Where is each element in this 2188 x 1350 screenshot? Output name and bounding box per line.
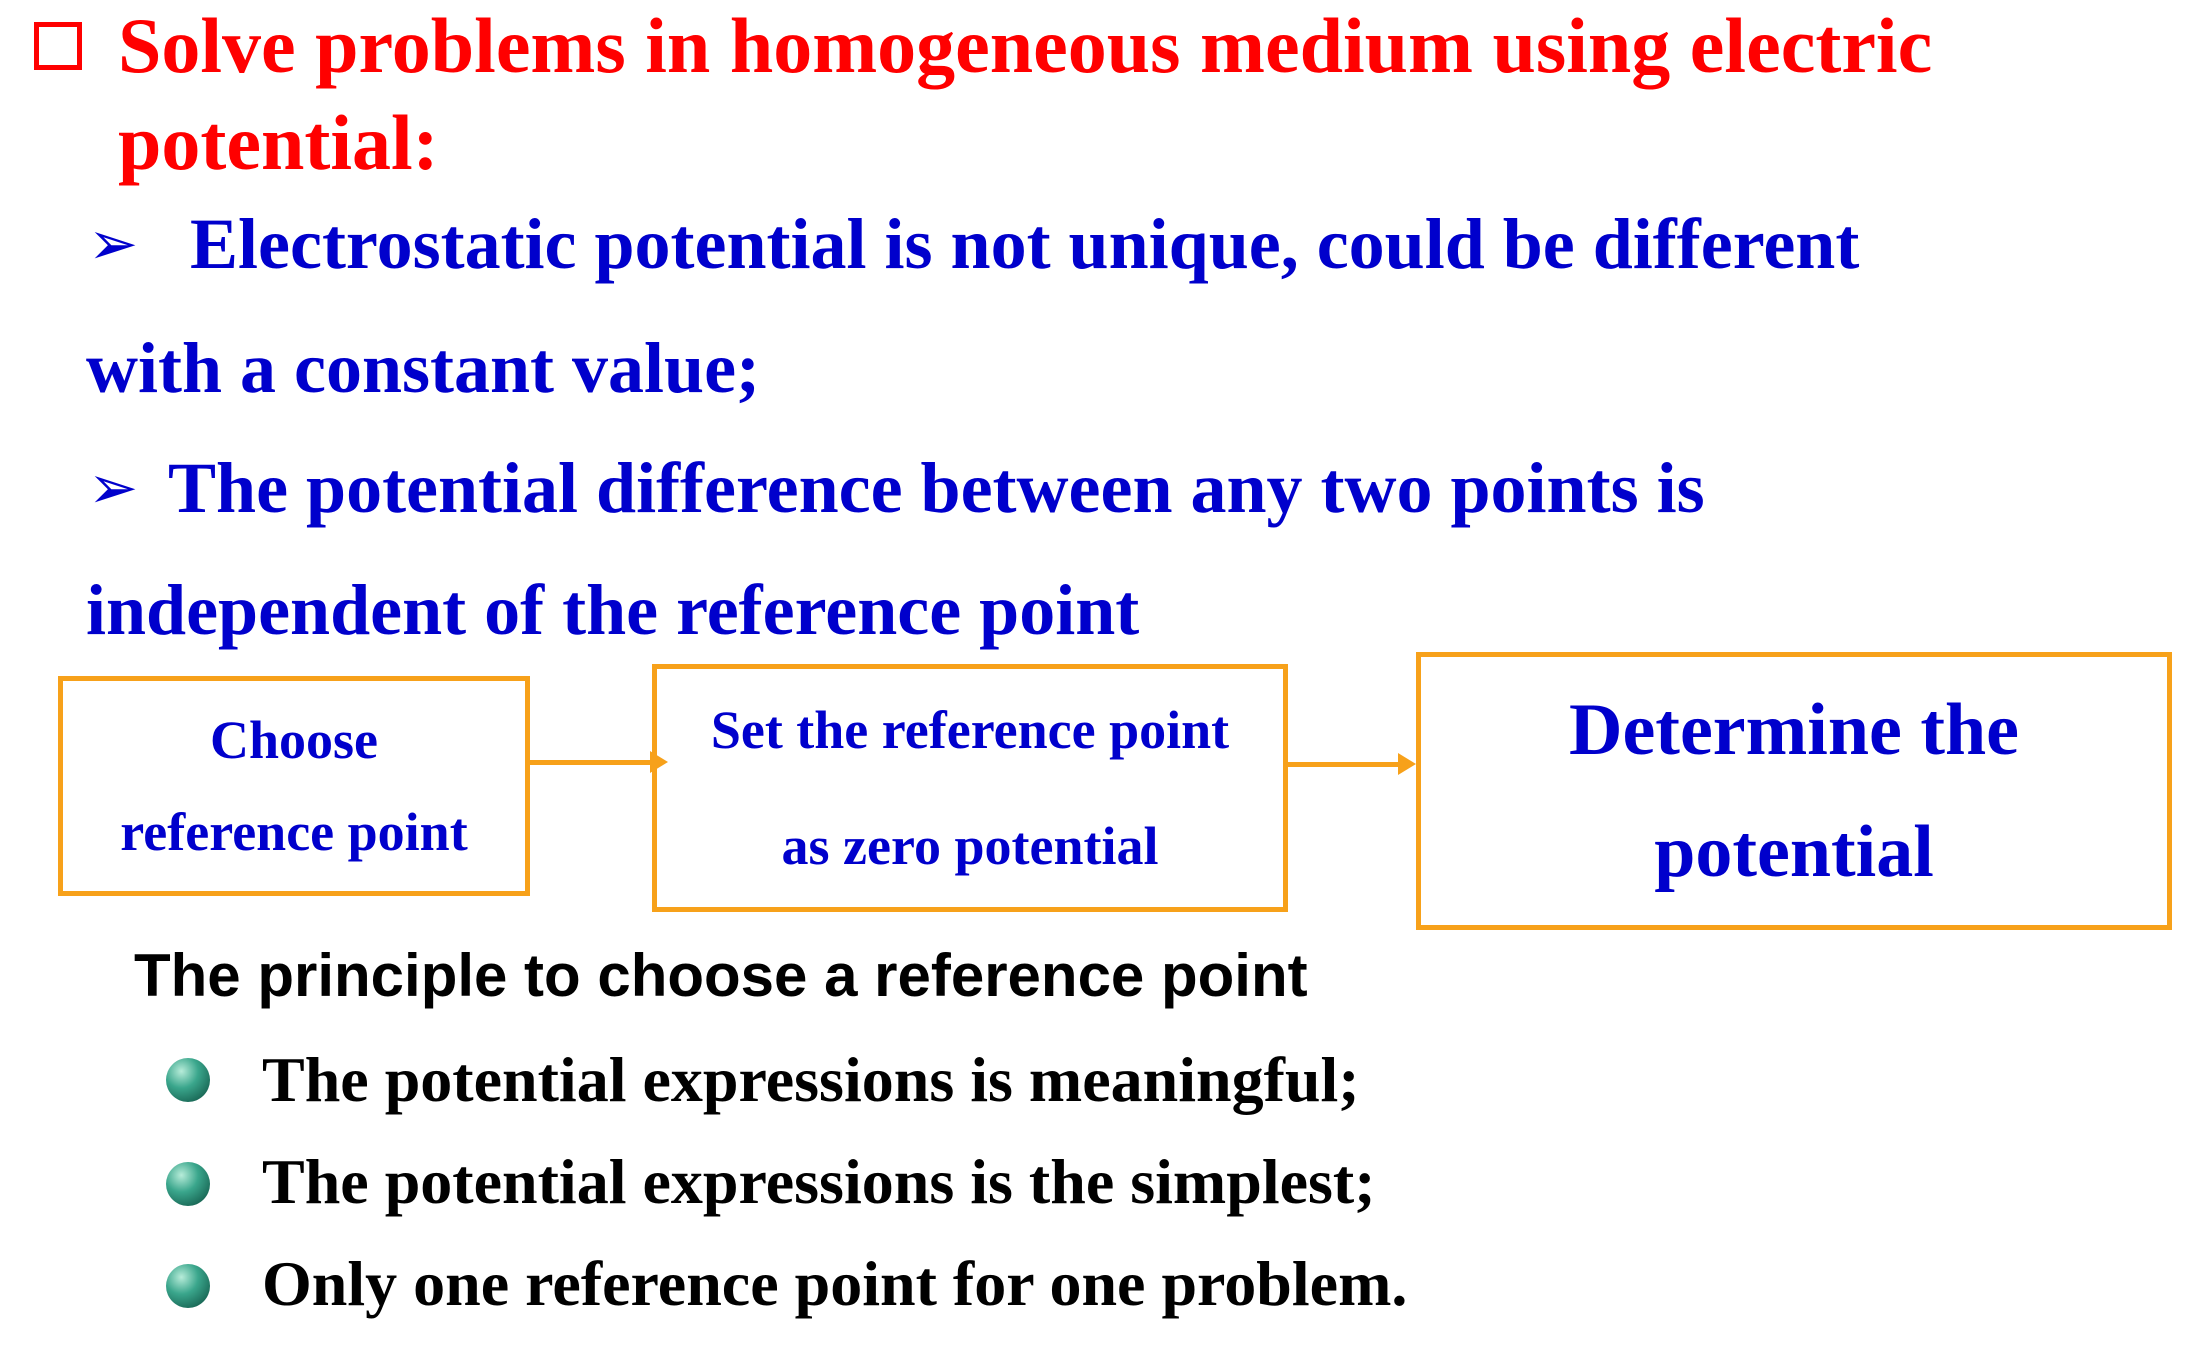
slide-title-line2: potential: — [118, 99, 439, 186]
flow-step-2-line2: as zero potential — [781, 816, 1159, 876]
checkbox-bullet-icon — [34, 22, 82, 70]
slide-title-line1: Solve problems in homogeneous medium using electric — [118, 2, 1933, 89]
flow-arrow-icon — [1288, 762, 1400, 767]
sphere-bullet-icon — [166, 1058, 210, 1102]
flow-step-3-line1: Determine the — [1569, 689, 2019, 771]
sphere-bullet-icon — [166, 1162, 210, 1206]
flow-step-set-zero — [652, 664, 1288, 912]
flow-step-2-line1: Set the reference point — [710, 700, 1230, 760]
principle-item: The potential expressions is meaningful; — [262, 1044, 1360, 1115]
bullet-2-line2: independent of the reference point — [86, 570, 1140, 650]
principle-item: The potential expressions is the simplest; — [262, 1146, 1376, 1217]
flow-step-1-line1: Choose — [209, 710, 378, 770]
flow-step-determine — [1416, 652, 2172, 930]
principle-heading: The principle to choose a reference point — [134, 942, 1308, 1009]
arrow-bullet-icon: ➢ — [88, 209, 139, 279]
principle-item: Only one reference point for one problem. — [262, 1248, 1408, 1319]
bullet-2-line1: The potential difference between any two points is — [168, 448, 1705, 528]
bullet-1-line1: Electrostatic potential is not unique, could be different — [190, 204, 1860, 284]
flow-step-1-line2: reference point — [120, 802, 468, 862]
flow-step-3-line2: potential — [1654, 811, 1934, 893]
flow-step-choose — [58, 676, 530, 896]
arrow-bullet-icon: ➢ — [88, 453, 139, 523]
bullet-1-line2: with a constant value; — [86, 328, 761, 408]
sphere-bullet-icon — [166, 1264, 210, 1308]
flow-arrow-icon — [530, 760, 652, 765]
